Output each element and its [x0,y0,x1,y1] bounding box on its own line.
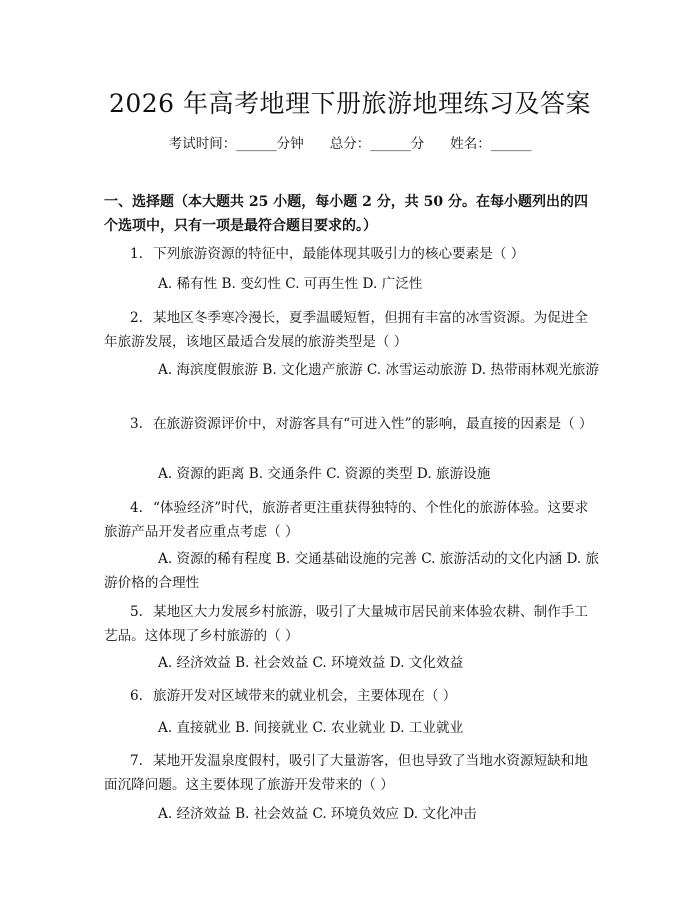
question-stem: 某地区冬季寒冷漫长，夏季温暖短暂，但拥有丰富的冰雪资源。为促进全年旅游发展，该地区最适合发展的旅游类型是（ ） [104,310,588,350]
section-heading: 一、选择题（本大题共 25 小题，每小题 2 分，共 50 分。在每小题列出的四个选项中，只有一项是最符合题目要求的。） [104,194,588,234]
student-name-field: 姓名：______ [450,136,532,152]
question-6 [104,684,600,708]
total-score-field: 总分：______分 [329,136,425,152]
question-4 [104,496,600,544]
exam-meta-line [0,132,700,152]
question-number: 7. [130,753,143,769]
document-title: 2026 年高考地理下册旅游地理练习及答案 [108,89,592,118]
question-number: 5. [130,604,143,620]
question-stem: “体验经济”时代，旅游者更注重获得独特的、个性化的旅游体验。这要求旅游产品开发者应重点考虑（ ） [104,500,589,540]
question-3-options: A. 资源的距离 B. 交通条件 C. 资源的类型 D. 旅游设施 [158,466,491,482]
question-stem: 下列旅游资源的特征中，最能体现其吸引力的核心要素是（ ） [152,246,525,262]
question-number: 1. [130,246,143,262]
question-7 [104,749,600,797]
question-stem: 某地开发温泉度假村，吸引了大量游客，但也导致了当地水资源短缺和地面沉降问题。这主要体现了旅游开发带来的（ ） [104,753,588,793]
question-stem: 旅游开发对区域带来的就业机会，主要体现在（ ） [152,688,457,704]
question-1-options: A. 稀有性 B. 变幻性 C. 可再生性 D. 广泛性 [158,276,423,292]
question-2-options: A. 海滨度假旅游 B. 文化遗产旅游 C. 冰雪运动旅游 D. 热带雨林观光旅游 [158,362,600,378]
question-number: 4. [130,500,143,516]
question-7-options: A. 经济效益 B. 社会效益 C. 环境负效应 D. 文化冲击 [158,806,477,822]
question-stem: 在旅游资源评价中，对游客具有“可进入性”的影响，最直接的因素是（ ） [152,416,593,432]
question-number: 3. [130,416,143,432]
question-number: 6. [130,688,143,704]
question-3 [104,412,600,436]
question-number: 2. [130,310,143,326]
question-5-options: A. 经济效益 B. 社会效益 C. 环境效益 D. 文化效益 [158,655,464,671]
question-6-options: A. 直接就业 B. 间接就业 C. 农业就业 D. 工业就业 [158,720,464,736]
question-2 [104,306,600,354]
exam-time-field: 考试时间：______分钟 [168,136,304,152]
question-4-options: A. 资源的稀有程度 B. 交通基础设施的完善 C. 旅游活动的文化内涵 D. 旅游价格的合理性 [104,551,600,591]
question-1 [104,242,600,266]
question-stem: 某地区大力发展乡村旅游，吸引了大量城市居民前来体验农耕、制作手工艺品。这体现了乡村旅游的（ ） [104,604,588,644]
question-5 [104,600,600,648]
